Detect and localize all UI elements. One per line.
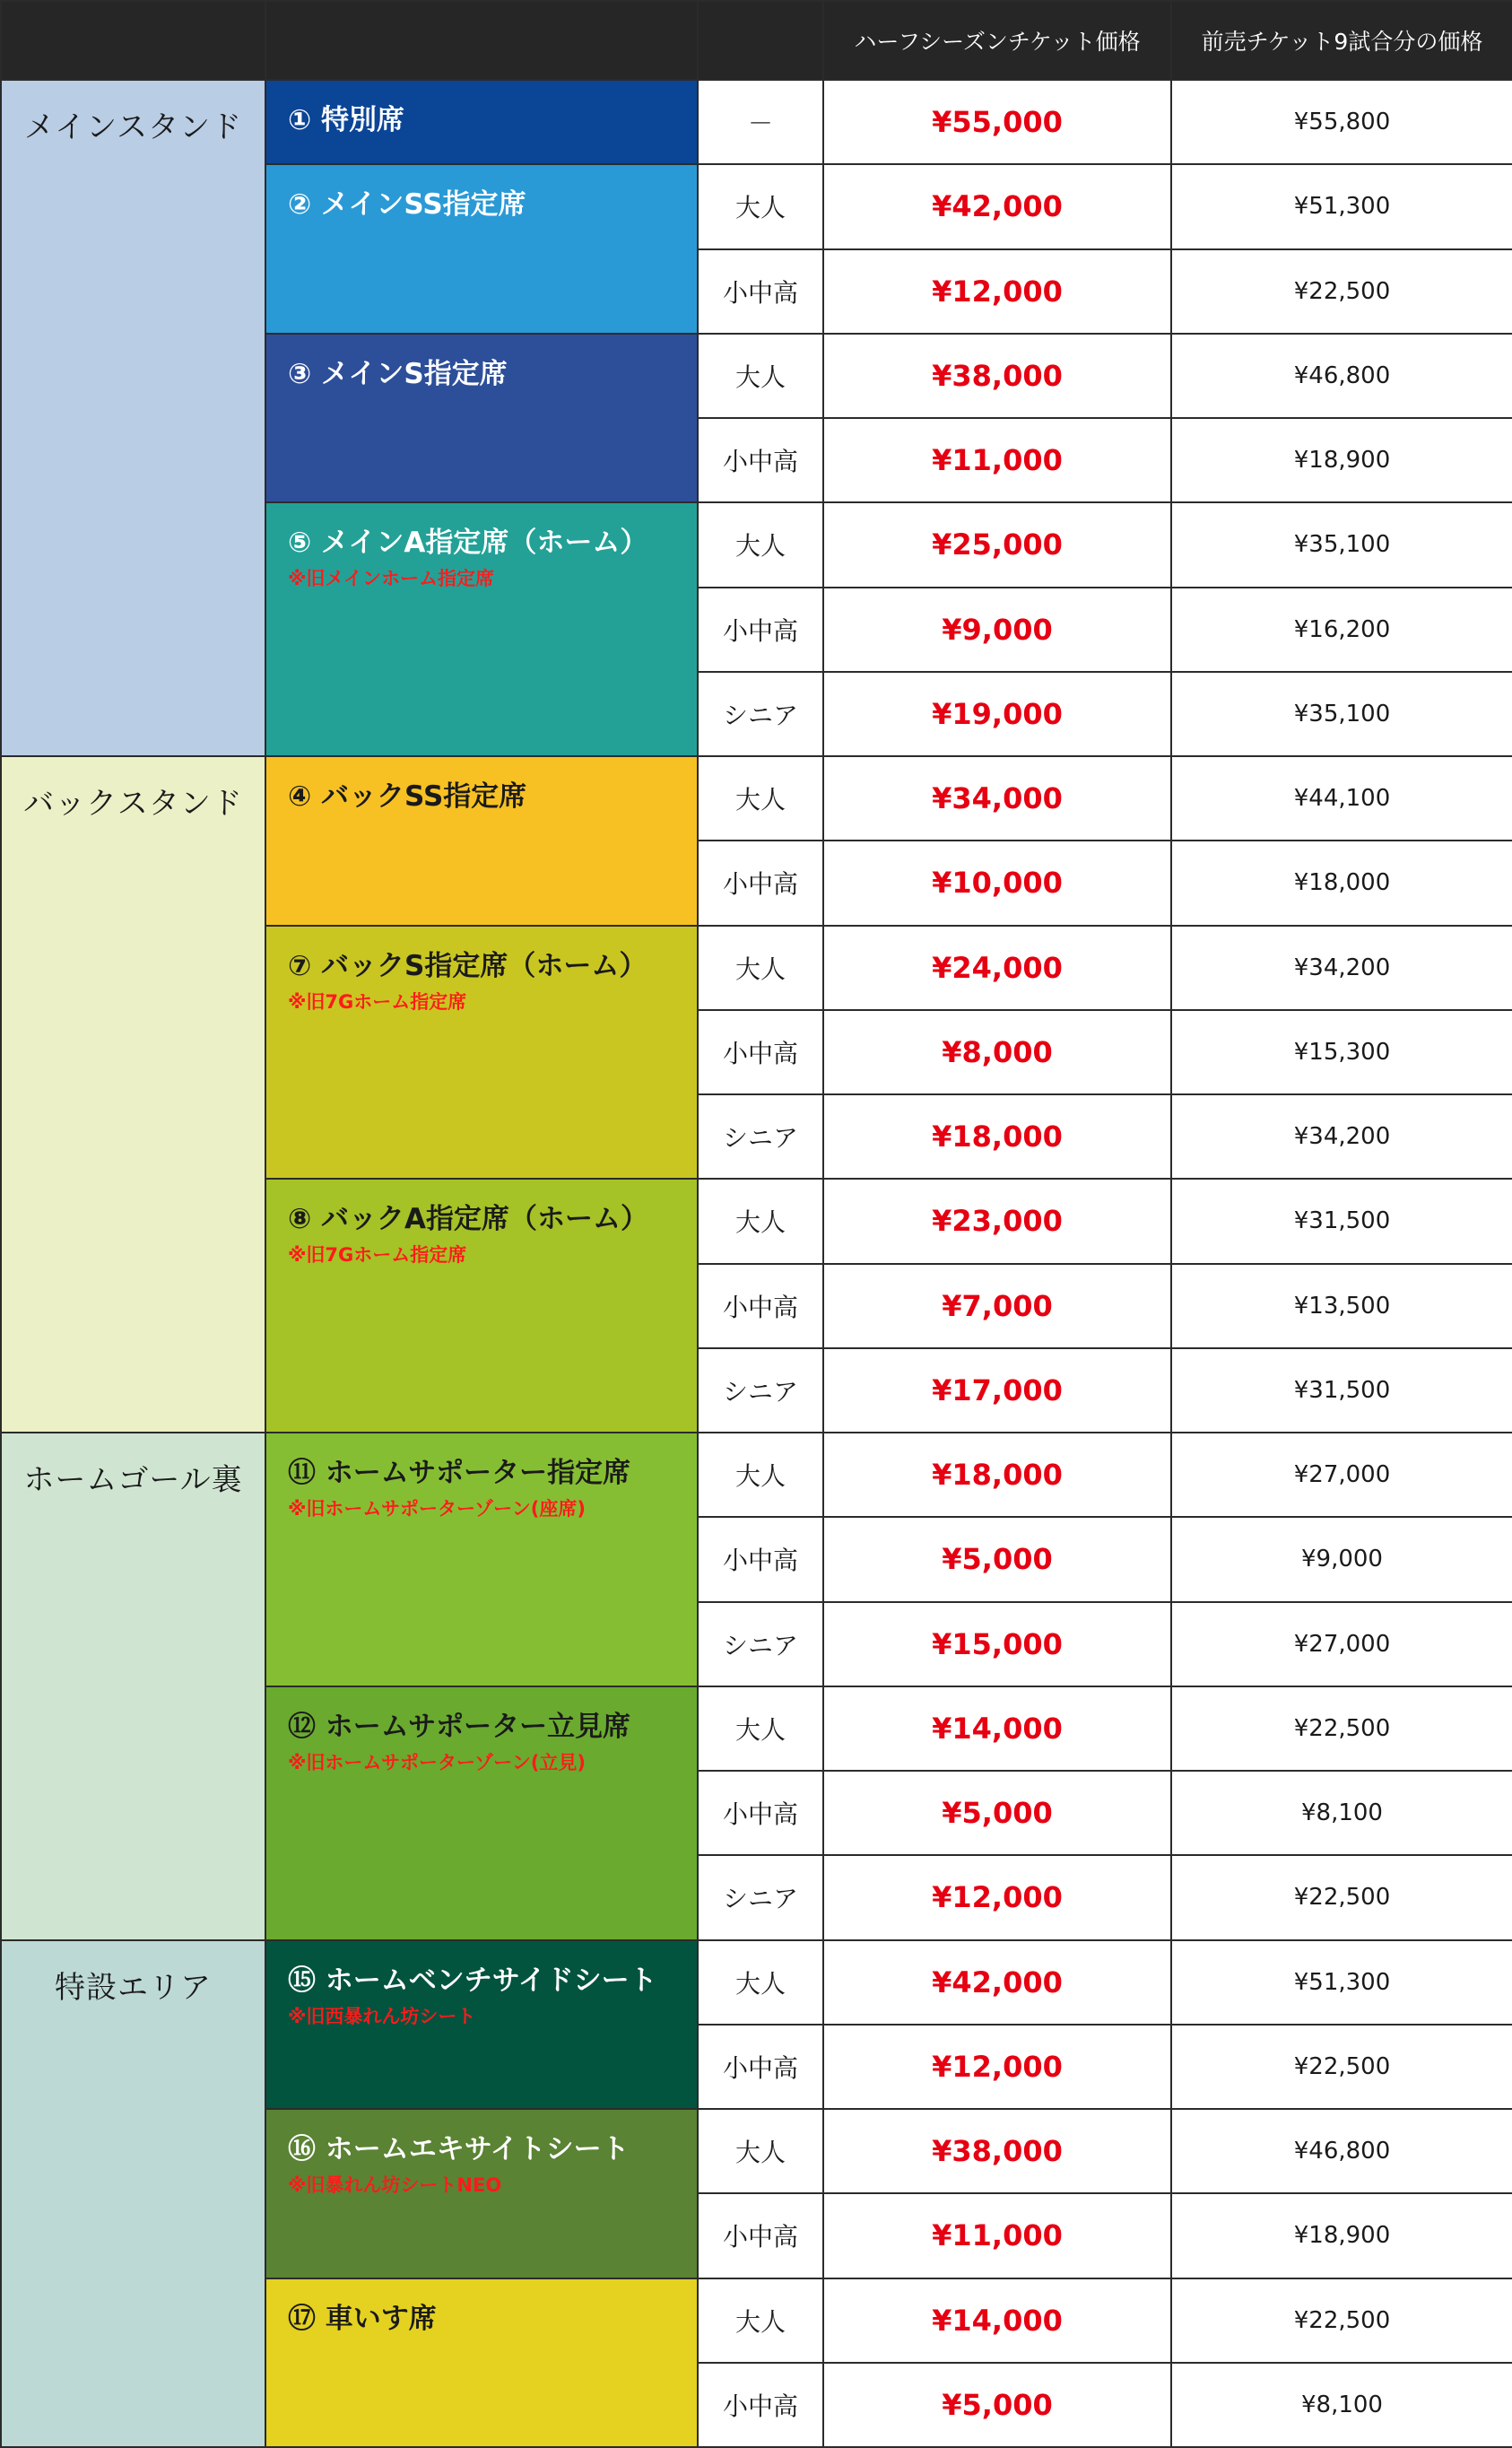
ticket-category: シニア	[698, 1094, 823, 1179]
advance-9-games-price: ¥31,500	[1171, 1348, 1512, 1433]
half-season-price: ¥42,000	[823, 164, 1171, 248]
ticket-category: 大人	[698, 926, 823, 1010]
advance-9-games-price: ¥18,900	[1171, 418, 1512, 502]
ticket-category: シニア	[698, 1602, 823, 1686]
ticket-category: 小中高	[698, 2193, 823, 2278]
area-name-cell: メインスタンド	[1, 80, 265, 756]
ticket-category: 大人	[698, 2278, 823, 2363]
ticket-category: 小中高	[698, 2363, 823, 2447]
seat-note: ※旧ホームサポーターゾーン(立見)	[288, 1751, 586, 1773]
seat-name: ③ メインS指定席	[288, 357, 508, 390]
advance-9-games-price: ¥34,200	[1171, 1094, 1512, 1179]
ticket-category: 大人	[698, 756, 823, 841]
half-season-price: ¥25,000	[823, 502, 1171, 587]
ticket-category: 小中高	[698, 1517, 823, 1601]
advance-9-games-price: ¥46,800	[1171, 2109, 1512, 2193]
advance-9-games-price: ¥9,000	[1171, 1517, 1512, 1601]
half-season-price: ¥55,000	[823, 80, 1171, 164]
area-name-cell: 特設エリア	[1, 1940, 265, 2448]
advance-9-games-price: ¥8,100	[1171, 2363, 1512, 2447]
seat-name: ⑯ ホームエキサイトシート	[288, 2133, 630, 2165]
seat-name: ④ バックSS指定席	[288, 780, 527, 813]
ticket-category: 大人	[698, 1179, 823, 1263]
advance-9-games-price: ¥51,300	[1171, 1940, 1512, 2025]
half-season-price: ¥23,000	[823, 1179, 1171, 1263]
half-season-price: ¥17,000	[823, 1348, 1171, 1433]
ticket-category: 大人	[698, 1433, 823, 1517]
seat-name: ① 特別席	[288, 104, 405, 136]
half-season-price: ¥24,000	[823, 926, 1171, 1010]
header-advance-9-games-price: 前売チケット9試合分の価格	[1171, 1, 1512, 80]
half-season-price: ¥12,000	[823, 2025, 1171, 2109]
ticket-category: 小中高	[698, 841, 823, 925]
ticket-category: 小中高	[698, 1771, 823, 1855]
seat-note: ※旧7Gホーム指定席	[288, 1244, 467, 1267]
advance-9-games-price: ¥22,500	[1171, 1686, 1512, 1771]
ticket-category: 大人	[698, 1940, 823, 2025]
half-season-price: ¥15,000	[823, 1602, 1171, 1686]
half-season-price: ¥10,000	[823, 841, 1171, 925]
advance-9-games-price: ¥35,100	[1171, 672, 1512, 756]
seat-type-cell	[265, 2109, 698, 2278]
half-season-price: ¥11,000	[823, 418, 1171, 502]
half-season-price: ¥38,000	[823, 334, 1171, 418]
advance-9-games-price: ¥44,100	[1171, 756, 1512, 841]
seat-type-cell	[265, 502, 698, 756]
seat-type-cell	[265, 926, 698, 1180]
ticket-category: 小中高	[698, 1010, 823, 1094]
header-area	[1, 1, 265, 80]
header-category	[698, 1, 823, 80]
ticket-category: 大人	[698, 1686, 823, 1771]
advance-9-games-price: ¥22,500	[1171, 1855, 1512, 1939]
advance-9-games-price: ¥8,100	[1171, 1771, 1512, 1855]
seat-name: ⑪ ホームサポーター指定席	[288, 1457, 631, 1489]
ticket-category: 大人	[698, 2109, 823, 2193]
advance-9-games-price: ¥27,000	[1171, 1433, 1512, 1517]
ticket-category: 小中高	[698, 249, 823, 334]
table-row	[1, 1940, 1512, 2025]
half-season-price: ¥9,000	[823, 588, 1171, 672]
table-body	[1, 80, 1512, 2447]
half-season-price: ¥38,000	[823, 2109, 1171, 2193]
ticket-category: シニア	[698, 1855, 823, 1939]
advance-9-games-price: ¥16,200	[1171, 588, 1512, 672]
seat-note: ※旧ホームサポーターゾーン(座席)	[288, 1498, 586, 1520]
seat-name: ② メインSS指定席	[288, 188, 526, 222]
area-name-cell: バックスタンド	[1, 756, 265, 1433]
half-season-price: ¥11,000	[823, 2193, 1171, 2278]
table-row	[1, 80, 1512, 164]
advance-9-games-price: ¥18,900	[1171, 2193, 1512, 2278]
seat-note: ※旧7Gホーム指定席	[288, 990, 467, 1013]
seat-type-cell	[265, 334, 698, 503]
half-season-price: ¥19,000	[823, 672, 1171, 756]
advance-9-games-price: ¥35,100	[1171, 502, 1512, 587]
ticket-category: 小中高	[698, 588, 823, 672]
half-season-price: ¥14,000	[823, 2278, 1171, 2363]
advance-9-games-price: ¥18,000	[1171, 841, 1512, 925]
ticket-category: －	[698, 80, 823, 164]
half-season-price: ¥12,000	[823, 249, 1171, 334]
seat-type-cell	[265, 80, 698, 164]
half-season-price: ¥42,000	[823, 1940, 1171, 2025]
table-row	[1, 756, 1512, 841]
advance-9-games-price: ¥22,500	[1171, 249, 1512, 334]
ticket-category: 大人	[698, 164, 823, 248]
ticket-category: 大人	[698, 502, 823, 587]
half-season-price: ¥18,000	[823, 1094, 1171, 1179]
header-seat	[265, 1, 698, 80]
advance-9-games-price: ¥22,500	[1171, 2025, 1512, 2109]
seat-name: ⑮ ホームベンチサイドシート	[288, 1964, 657, 1997]
half-season-price: ¥12,000	[823, 1855, 1171, 1939]
seat-type-cell	[265, 756, 698, 926]
seat-type-cell	[265, 1433, 698, 1686]
seat-name: ⑰ 車いす席	[288, 2302, 437, 2335]
seat-note: ※旧西暴れん坊シート	[288, 2005, 476, 2027]
ticket-category: シニア	[698, 672, 823, 756]
ticket-category: 小中高	[698, 1264, 823, 1348]
header-row	[1, 1, 1512, 80]
half-season-price: ¥14,000	[823, 1686, 1171, 1771]
seat-type-cell	[265, 1940, 698, 2110]
half-season-price: ¥5,000	[823, 2363, 1171, 2447]
advance-9-games-price: ¥15,300	[1171, 1010, 1512, 1094]
advance-9-games-price: ¥34,200	[1171, 926, 1512, 1010]
seat-type-cell	[265, 164, 698, 334]
header-half-season-price: ハーフシーズンチケット価格	[823, 1, 1171, 80]
advance-9-games-price: ¥51,300	[1171, 164, 1512, 248]
seat-name: ⑦ バックS指定席（ホーム）	[288, 949, 647, 982]
ticket-category: 小中高	[698, 2025, 823, 2109]
advance-9-games-price: ¥55,800	[1171, 80, 1512, 164]
seat-name: ⑫ ホームサポーター立見席	[288, 1710, 631, 1743]
half-season-price: ¥5,000	[823, 1517, 1171, 1601]
seat-note: ※旧メインホーム指定席	[288, 568, 494, 590]
seat-note: ※旧暴れん坊シートNEO	[288, 2174, 502, 2196]
area-name-cell: ホームゴール裏	[1, 1433, 265, 1940]
table-row	[1, 1433, 1512, 1517]
half-season-price: ¥7,000	[823, 1264, 1171, 1348]
advance-9-games-price: ¥13,500	[1171, 1264, 1512, 1348]
seat-name: ⑧ バックA指定席（ホーム）	[288, 1203, 649, 1236]
advance-9-games-price: ¥27,000	[1171, 1602, 1512, 1686]
ticket-category: シニア	[698, 1348, 823, 1433]
half-season-price: ¥8,000	[823, 1010, 1171, 1094]
advance-9-games-price: ¥46,800	[1171, 334, 1512, 418]
half-season-price: ¥34,000	[823, 756, 1171, 841]
ticket-category: 大人	[698, 334, 823, 418]
seat-name: ⑤ メインA指定席（ホーム）	[288, 527, 648, 560]
seat-type-cell	[265, 1686, 698, 1940]
ticket-category: 小中高	[698, 418, 823, 502]
half-season-price: ¥5,000	[823, 1771, 1171, 1855]
seat-type-cell	[265, 2278, 698, 2448]
advance-9-games-price: ¥22,500	[1171, 2278, 1512, 2363]
half-season-price: ¥18,000	[823, 1433, 1171, 1517]
advance-9-games-price: ¥31,500	[1171, 1179, 1512, 1263]
seat-type-cell	[265, 1179, 698, 1433]
